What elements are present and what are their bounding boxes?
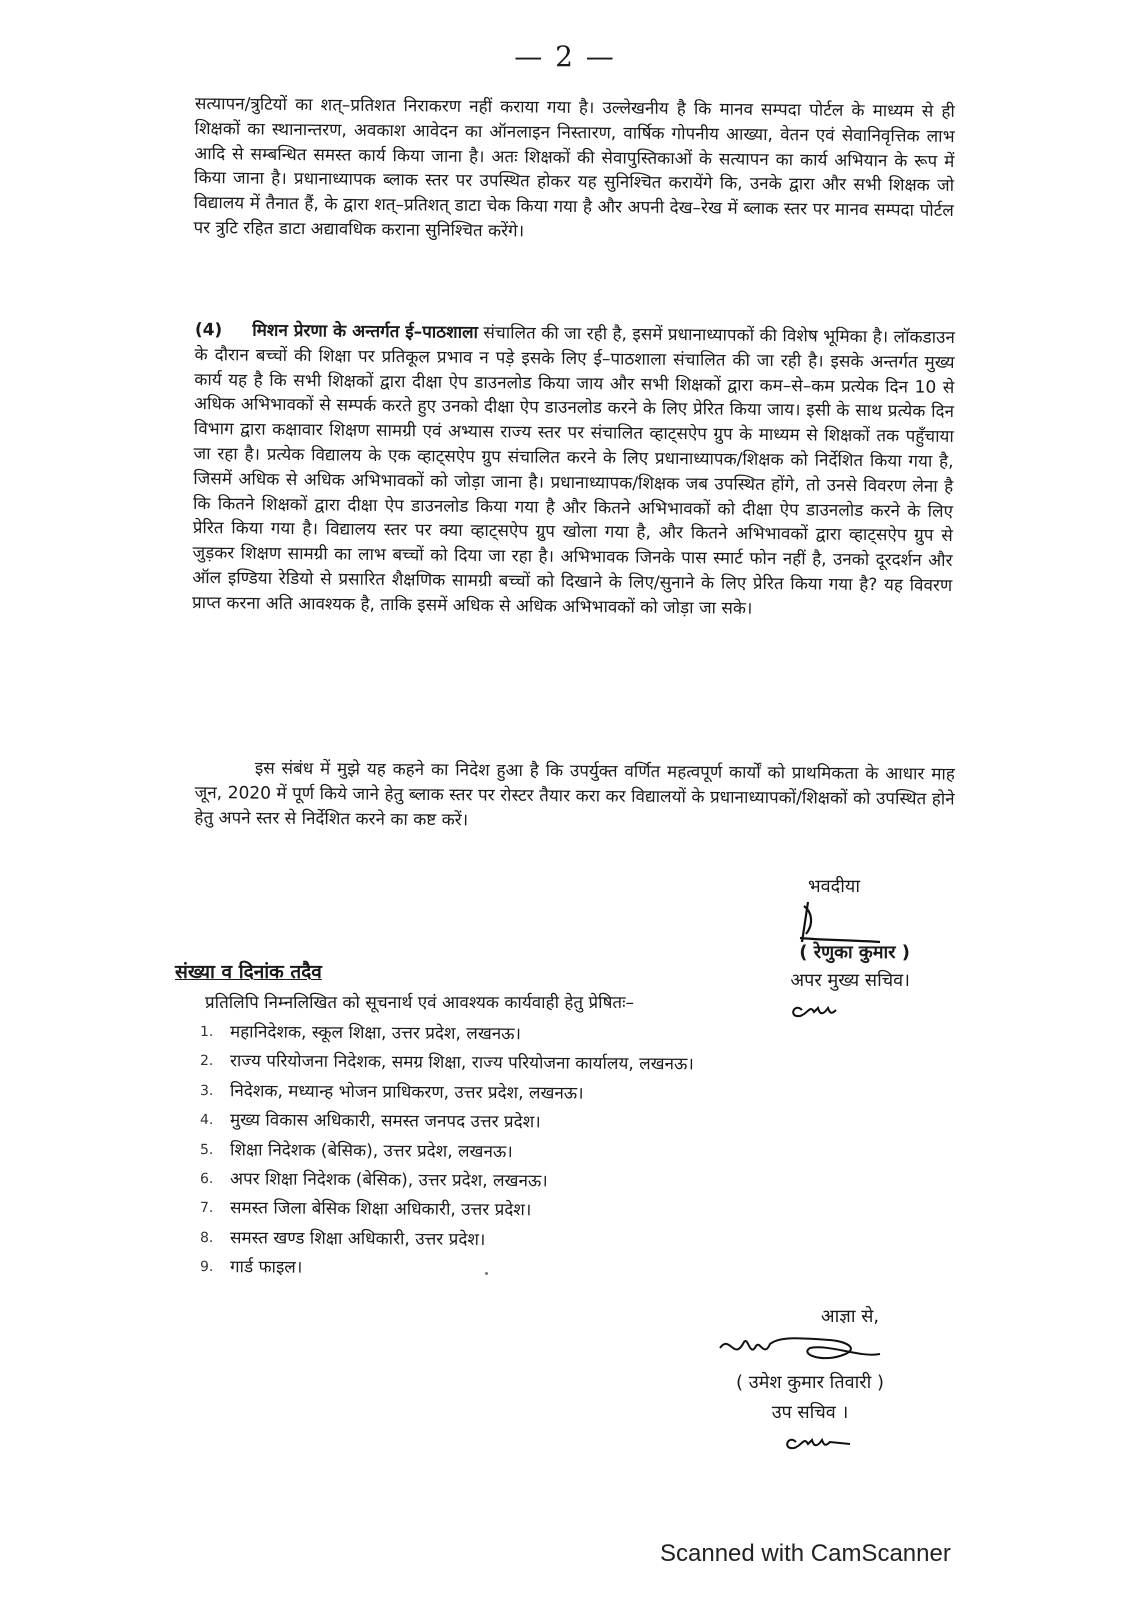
paragraph-3-text: इस संबंध में मुझे यह कहने का निदेश हुआ है कि उपर्युक्त वर्णित महत्वपूर्ण कार्यों को प्राथमिकता के आधार माह जून, 2020 में पूर्ण किये जाने हेतु ब्लाक स्तर पर रोस्टर तैयार करा कर विद्यालयों के प्रधानाध्यापकों/शिक्षकों को उपस्थित होने हेतु अपने स्तर से निर्देशित करने का कष्ट करें। (194, 758, 955, 830)
paragraph-2-heading: मिशन प्रेरणा के अन्तर्गत ई–पाठशाला (252, 320, 479, 343)
signature-closing: भवदीया (808, 876, 860, 897)
list-item (200, 1194, 900, 1228)
list-item (200, 1106, 900, 1140)
list-item-number: 1. (199, 1024, 214, 1041)
copy-recipient-list (200, 1018, 900, 1283)
list-item-number: 5. (199, 1141, 214, 1158)
camscanner-watermark: Scanned with CamScanner (660, 1540, 951, 1567)
paragraph-1: सत्यापन/त्रुटियों का शत्–प्रतिशत निराकरण नहीं कराया गया है। उल्लेखनीय है कि मानव सम्पदा पोर्टल के माध्यम से ही शिक्षकों का स्थानान्तरण, अवकाश आवेदन का ऑनलाइन निस्तारण, वार्षिक गोपनीय आख्या, वेतन एवं सेवानिवृत्तिक लाभ आदि से सम्बन्धित समस्त कार्य किया जाना है। अतः शिक्षकों की सेवापुस्तिकाओं के सत्यापन का कार्य अभियान के रूप में किया जाना है। प्रधानाध्यापक ब्लाक स्तर पर उपस्थित होकर यह सुनिश्चित करायेंगे कि, उनके द्वारा और सभी शिक्षक जो विद्यालय में तैनात हैं, के द्वारा शत्–प्रतिशत् डाटा चेक किया गया है और अपनी देख–रेख में ब्लाक स्तर पर मानव सम्पदा पोर्टल पर त्रुटि रहित डाटा अद्यावधिक कराना सुनिश्चित करेंगे। (193, 93, 955, 242)
list-item-number: 3. (199, 1082, 214, 1099)
signatory-2-designation: उप सचिव । (771, 1402, 849, 1423)
list-item-text: समस्त खण्ड शिक्षा अधिकारी, उत्तर प्रदेश। (229, 1228, 486, 1250)
page-number: — 2 — (514, 40, 616, 73)
list-item-number: 8. (199, 1229, 214, 1246)
list-item-number: 4. (199, 1112, 214, 1129)
paragraph-2 (192, 318, 955, 624)
reference-heading: संख्या व दिनांक तदैव (175, 961, 322, 983)
signature-block-2 (700, 1304, 920, 1458)
list-item-number: 7. (199, 1200, 214, 1217)
list-item-text: राज्य परियोजना निदेशक, समग्र शिक्षा, राज्य परियोजना कार्यालय, लखनऊ। (229, 1051, 694, 1075)
handwritten-signature-1 (720, 898, 910, 946)
list-item-number: 2. (199, 1053, 214, 1070)
paragraph-2-number: (4) (194, 319, 223, 341)
list-item-text: निदेशक, मध्यान्ह भोजन प्राधिकरण, उत्तर प्रदेश, लखनऊ। (229, 1081, 584, 1104)
scan-speck (485, 1272, 488, 1275)
list-item-text: गार्ड फाइल। (229, 1257, 303, 1278)
paragraph-indent (195, 773, 255, 774)
paragraph-3 (194, 756, 955, 837)
list-item-text: शिक्षा निदेशक (बेसिक), उत्तर प्रदेश, लखनऊ। (229, 1139, 513, 1162)
list-item-text: महानिदेशक, स्कूल शिक्षा, उत्तर प्रदेश, लखनऊ। (229, 1022, 522, 1045)
signatory-2-name: ( उमेश कुमार तिवारी ) (735, 1372, 885, 1393)
signatory-1-designation: अपर मुख्य सचिव। (790, 970, 910, 991)
list-item-number: 9. (199, 1259, 214, 1276)
list-item (200, 1253, 900, 1287)
handwritten-initial-2 (700, 1424, 920, 1458)
list-item-text: समस्त जिला बेसिक शिक्षा अधिकारी, उत्तर प्रदेश। (229, 1198, 532, 1221)
signature-block-1 (720, 874, 910, 1026)
copy-intro: प्रतिलिपि निम्नलिखित को सूचनार्थ एवं आवश्यक कार्यवाही हेतु प्रेषितः– (205, 993, 635, 1013)
list-item-text: मुख्य विकास अधिकारी, समस्त जनपद उत्तर प्रदेश। (229, 1110, 541, 1133)
by-order-text: आज्ञा से, (820, 1306, 880, 1327)
list-item-number: 6. (199, 1171, 214, 1188)
list-item (200, 1047, 900, 1081)
list-item-text: अपर शिक्षा निदेशक (बेसिक), उत्तर प्रदेश, लखनऊ। (229, 1169, 548, 1192)
handwritten-signature-2 (700, 1328, 920, 1368)
signatory-1-name: ( रेणुका कुमार ) (799, 942, 910, 963)
paragraph-2-text: संचालित की जा रही है, इसमें प्रधानाध्यापकों की विशेष भूमिका है। लॉकडाउन के दौरान बच्चों की शिक्षा पर प्रतिकूल प्रभाव न पड़े इसके लिए ई–पाठशाला संचालित की जा रही है। इसके अन्तर्गत मुख्य कार्य यह है कि सभी शिक्षकों द्वारा दीक्षा ऐप डाउनलोड किया जाय और सभी शिक्षकों द्वारा कम–से–कम प्रत्येक दिन 10 से अधिक अभिभावकों से सम्पर्क करते हुए उनको दीक्षा ऐप डाउनलोड करने के लिए प्रेरित किया जाय। इसी के साथ प्रत्येक दिन विभाग द्वारा कक्षावार शिक्षण सामग्री एवं अभ्यास राज्य स्तर पर संचालित व्हाट्सऐप ग्रुप के माध्यम से शिक्षकों तक पहुँचाया जा रहा है। प्रत्येक विद्यालय के एक व्हाट्सऐप ग्रुप संचालित करने के लिए प्रधानाध्यापक/शिक्षक को निर्देशित किया गया है, जिसमें अधिक से अधिक अभिभावकों को जोड़ा जाना है। प्रधानाध्यापक/शिक्षक जब उपस्थित होंगे, तो उनसे विवरण लेना है कि कितने शिक्षकों द्वारा दीक्षा ऐप डाउनलोड किया गया है और कितने अभिभावकों को दीक्षा ऐप डाउनलोड करने के लिए प्रेरित किया गया है। विद्यालय स्तर पर क्या व्हाट्सऐप ग्रुप खोला गया है, और कितने अभिभावकों द्वारा व्हाट्सऐप ग्रुप से जुड़कर शिक्षण सामग्री का लाभ बच्चों को दिया जा रहा है। अभिभावक जिनके पास स्मार्ट फोन नहीं है, उनको दूरदर्शन और ऑल इण्डिया रेडियो से प्रसारित शैक्षणिक सामग्री बच्चों को दिखाने के लिए/सुनाने के लिए प्रेरित किया गया है? यह विवरण प्राप्त करना अति आवश्यक है, ताकि इसमें अधिक से अधिक अभिभावकों को जोड़ा जा सके। (191, 322, 955, 619)
